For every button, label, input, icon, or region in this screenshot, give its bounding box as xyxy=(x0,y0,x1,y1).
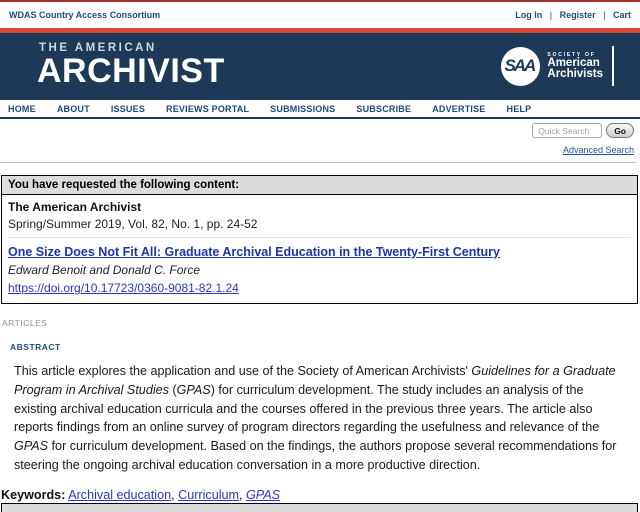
nav-item-help[interactable]: HELP xyxy=(506,103,532,114)
nav-item-issues[interactable]: ISSUES xyxy=(110,103,146,114)
separator: | xyxy=(549,10,553,20)
keyword-link[interactable]: Curriculum xyxy=(178,487,240,502)
separator: | xyxy=(603,10,606,20)
quick-search-input[interactable] xyxy=(532,123,602,138)
requested-content-box xyxy=(1,175,638,304)
journal-name: The American Archivist xyxy=(8,200,142,214)
requested-content-body xyxy=(2,195,637,303)
keywords-links: Archival education, Curriculum, GPAS xyxy=(68,487,281,502)
next-section-box-partial xyxy=(1,503,638,512)
saa-logo-divider xyxy=(612,46,614,86)
nav-item-about[interactable]: ABOUT xyxy=(56,103,90,114)
journal-masthead xyxy=(0,33,640,100)
nav-item-home[interactable]: HOME xyxy=(8,103,36,114)
search-area xyxy=(0,119,640,163)
keywords-row xyxy=(1,488,640,502)
utility-bar xyxy=(0,2,640,28)
abstract-text: This article explores the application and use of the Society of American Archivists' Guidelines for a Graduate Program in Archival Studies (GPAS) for curriculum development. The study includes an analysis of the existing archival education curricula and the courses offered in the previous three years. The article also reports findings from an online survey of program directors regarding the usefulness and relevance of the GPAS for curriculum development. Based on the findings, the authors propose several recommendations for steering the ongoing archival education conversation in a more productive direction. xyxy=(14,364,617,472)
abstract-heading: ABSTRACT xyxy=(10,342,61,352)
keyword-link[interactable]: Archival education xyxy=(68,487,172,502)
requested-content-header: You have requested the following content: xyxy=(2,176,637,195)
journal-logo[interactable] xyxy=(37,42,225,89)
section-label-articles: ARTICLES xyxy=(2,318,48,328)
keywords-label: Keywords: xyxy=(1,487,66,502)
saa-monogram-icon: SAA xyxy=(501,47,540,86)
login-link[interactable]: Log In xyxy=(515,10,543,20)
doi-link[interactable]: https://doi.org/10.17723/0360-9081-82.1.24 xyxy=(8,281,239,295)
consortium-label: WDAS Country Access Consortium xyxy=(9,10,161,20)
saa-name-line2: Archivists xyxy=(547,68,603,80)
journal-logo-title: ARCHIVIST xyxy=(37,52,225,90)
saa-name-line1: American xyxy=(547,56,600,69)
advanced-search-link[interactable]: Advanced Search xyxy=(562,145,634,155)
content-divider xyxy=(0,162,636,163)
search-go-button[interactable]: Go xyxy=(606,123,634,138)
article-authors: Edward Benoit and Donald C. Force xyxy=(8,263,201,277)
nav-item-advertise[interactable]: ADVERTISE xyxy=(432,103,486,114)
main-navigation xyxy=(0,100,640,119)
saa-logo[interactable] xyxy=(501,46,614,86)
issue-citation: Spring/Summer 2019, Vol. 82, No. 1, pp. 24-52 xyxy=(8,217,258,231)
nav-item-submissions[interactable]: SUBMISSIONS xyxy=(270,103,336,114)
keyword-link[interactable]: GPAS xyxy=(246,487,281,502)
citation-divider xyxy=(8,237,631,238)
account-links xyxy=(515,10,631,20)
saa-logo-text xyxy=(547,52,603,81)
saa-society-of: SOCIETY OF xyxy=(547,51,596,58)
article-title-link[interactable]: One Size Does Not Fit All: Graduate Archival Education in the Twenty-First Century xyxy=(8,245,500,259)
register-link[interactable]: Register xyxy=(559,10,596,20)
nav-item-subscribe[interactable]: SUBSCRIBE xyxy=(356,103,412,114)
cart-link[interactable]: Cart xyxy=(612,10,631,20)
nav-item-reviews-portal[interactable]: REVIEWS PORTAL xyxy=(166,103,250,114)
journal-logo-kicker: THE AMERICAN xyxy=(39,42,157,54)
